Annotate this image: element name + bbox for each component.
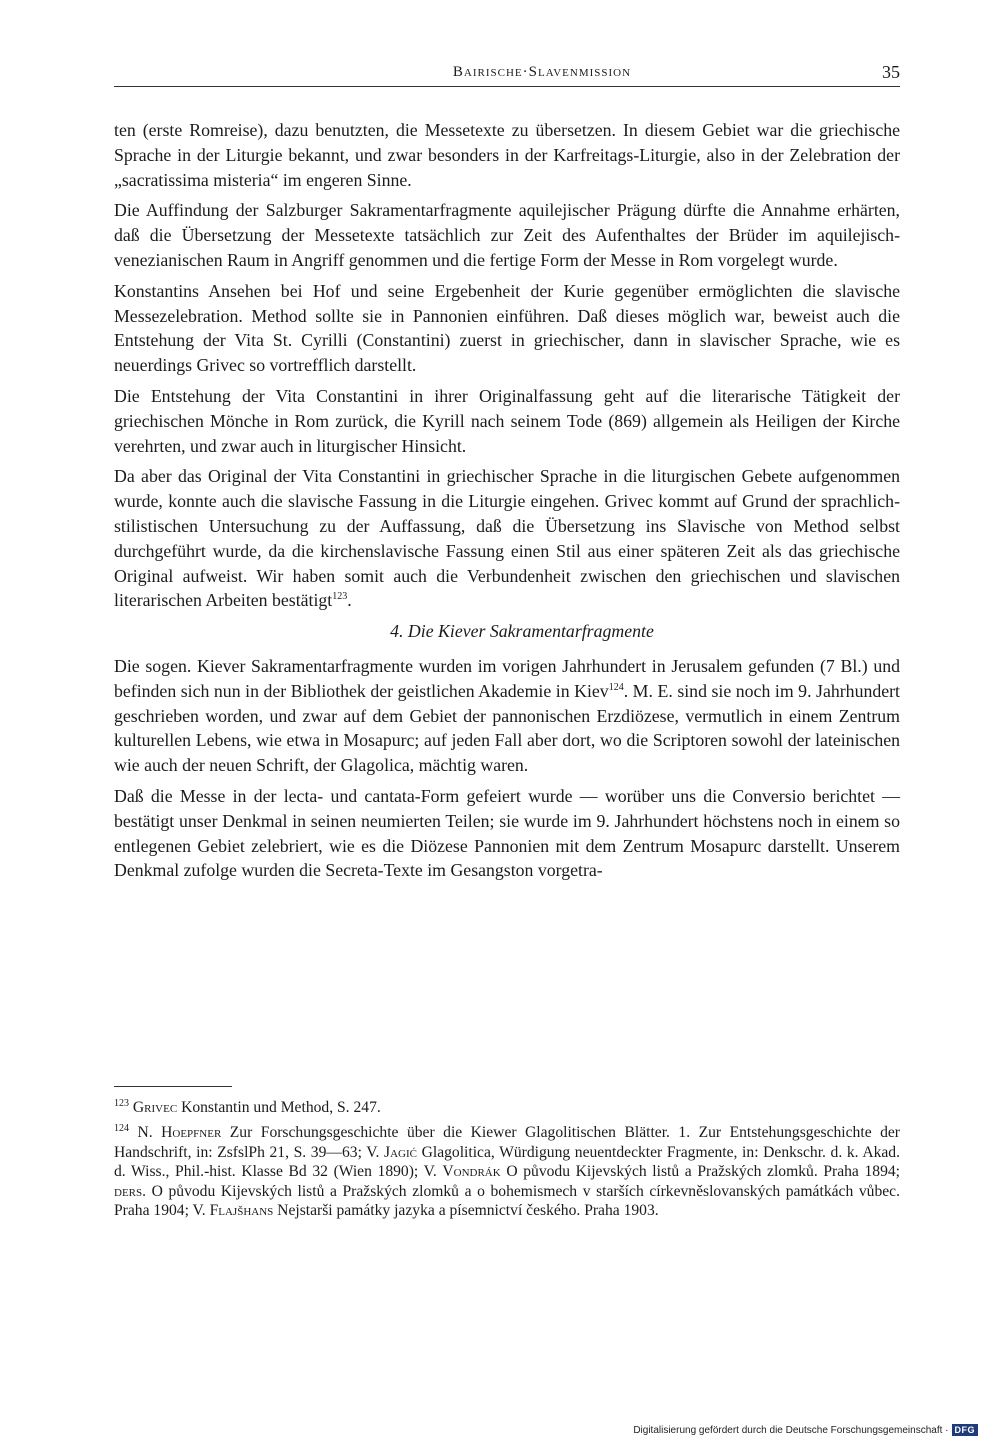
footnote-author: Flajšhans [209,1202,274,1220]
paragraph-5-end: . [347,590,352,611]
digitization-text: Digitalisierung gefördert durch die Deutsche Forschungsgemeinschaft · [633,1424,949,1436]
header-rule [114,86,900,87]
section-heading: 4. Die Kiever Sakramentarfragmente [390,621,654,642]
paragraph-2: Die Auffindung der Salzburger Sakramentarfragmente aquilejischer Prägung dürfte die Annahme erhärten, daß die Übersetzung der Messetexte tatsächlich zur Zeit des Aufenthaltes der Brüder im aquilejisch-venezianischen Raum in Angriff genommen und die fertige Form der Messe in Rom vorgelegt wurde. [114,200,900,270]
footnote-ders: ders. [114,1182,147,1200]
dfg-logo-icon: DFG [952,1424,979,1436]
paragraph-7: Daß die Messe in der lecta- und cantata-Form gefeiert wurde — worüber uns die Conversio berichtet — bestätigt unser Denkmal in seinen neumierten Teilen; sie wurde im 9. Jahrhundert höchstens noch in einem so entlegenen Gebiet zelebriert, wie es die Diözese Pannonien mit dem Zentrum Mosapurc darstellt. Unserem Denkmal zufolge wurden die Secreta-Texte im Gesangston vorgetra- [114,785,900,881]
footnotes [114,1098,900,1226]
footnote-123 [114,1098,900,1117]
footnote-ref-124: 124 [608,681,624,693]
footnote-number-123: 123 [114,1097,129,1109]
footnote-text: Konstantin und Method, S. 247. [177,1099,381,1116]
footnote-author: Vondrák [442,1163,501,1181]
footnote-text: O původu Kijevských listů a Pražských zlomků a o bohemismech v starších církevněslovanských památkách vůbec. Praha 1904; V. [114,1182,900,1220]
footnote-number-124: 124 [114,1123,129,1135]
footnote-text: Nejstarši památky jazyka a písemnictví českého. Praha 1903. [273,1202,659,1220]
paragraph-1: ten (erste Romreise), dazu benutzten, die Messetexte zu übersetzen. In diesem Gebiet war die griechische Sprache in der Liturgie bekannt, und zwar besonders in der Karfreitags-Liturgie, also in der Zelebration der „sacratissima misteria“ im engeren Sinne. [114,120,900,190]
footnote-author: Jagić [384,1143,417,1161]
page-number: 35 [882,62,900,82]
paragraph-6 [114,654,900,778]
footnote-rule [114,1086,232,1087]
running-head [114,62,900,90]
footnote-author: Grivec [132,1099,178,1116]
paragraph-5-text: Da aber das Original der Vita Constantini in griechischer Sprache in die liturgischen Gebete aufgenommen wurde, konnte auch die slavische Fassung in die Liturgie eingehen. Grivec kommt auf Grund der sprachlich-stilistischen Untersuchung zu der Auffassung, daß die Übersetzung ins Slavische von Method selbst durchgeführt wurde, da die kirchenslavische Fassung einen Stil aus einer späteren Zeit als das griechische Original aufweist. Wir haben somit auch die Verbundenheit zwischen den griechischen und slavischen literarischen Arbeiten bestätigt [114,466,900,611]
footnote-text: O původu Kijevských listů a Pražských zlomků. Praha 1894; [500,1163,900,1181]
footnote-author: Hoepfner [161,1124,222,1142]
paragraph-5 [114,464,900,613]
paragraph-4: Die Entstehung der Vita Constantini in ihrer Originalfassung geht auf die literarische Tätigkeit der griechischen Mönche in Rom zurück, die Kyrill nach seinem Tode (869) allgemein als Heiligen der Kirche verehrten, und zwar auch in liturgischer Hinsicht. [114,385,900,456]
body-text [114,118,900,889]
footnote-124 [114,1123,900,1220]
footnote-text: Glagolitica, Würdigung neuentdeckter Fragmente, in: Denkschr. d. k. Akad. d. Wiss., Phil.-hist. Klasse Bd 32 (Wien 1890); V. [114,1143,901,1181]
paragraph-6-text-b: . M. E. sind sie noch im 9. Jahrhundert geschrieben worden, und zwar auf dem Gebiet der pannonischen Erzdiözese, vermutlich in einem Zentrum kulturellen Lebens, wie etwa in Mosapurc; auf jeden Fall aber dort, wo die Scriptoren sowohl der lateinischen wie auch der neuen Schrift, der Glagolica, mächtig waren. [114,680,900,776]
digitization-note [633,1424,978,1436]
footnote-ref-123: 123 [332,591,348,603]
footnote-text: Zur Forschungsgeschichte über die Kiewer Glagolitischen Blätter. 1. Zur Entstehungsgeschichte der Handschrift, in: ZsfslPh 21, S. 39—63; V. [114,1124,900,1161]
footnote-text: N. [129,1124,162,1142]
paragraph-6-text-a: Die sogen. Kiever Sakramentarfragmente wurden im vorigen Jahrhundert in Jerusalem gefunden (7 Bl.) und befinden sich nun in der Bibliothek der geistlichen Akademie in Kiev [114,655,900,701]
running-title: Bairische·Slavenmission [452,64,632,80]
paragraph-3: Konstantins Ansehen bei Hof und seine Ergebenheit der Kurie gegenüber ermöglichten die slavische Messezelebration. Method sollte sie in Pannonien einführen. Daß dieses möglich war, beweist auch die Entstehung der Vita St. Cyrilli (Constantini) zuerst in griechischer, dann in slavischer Sprache, wie es neuerdings Grivec so vortrefflich darstellt. [114,280,900,376]
